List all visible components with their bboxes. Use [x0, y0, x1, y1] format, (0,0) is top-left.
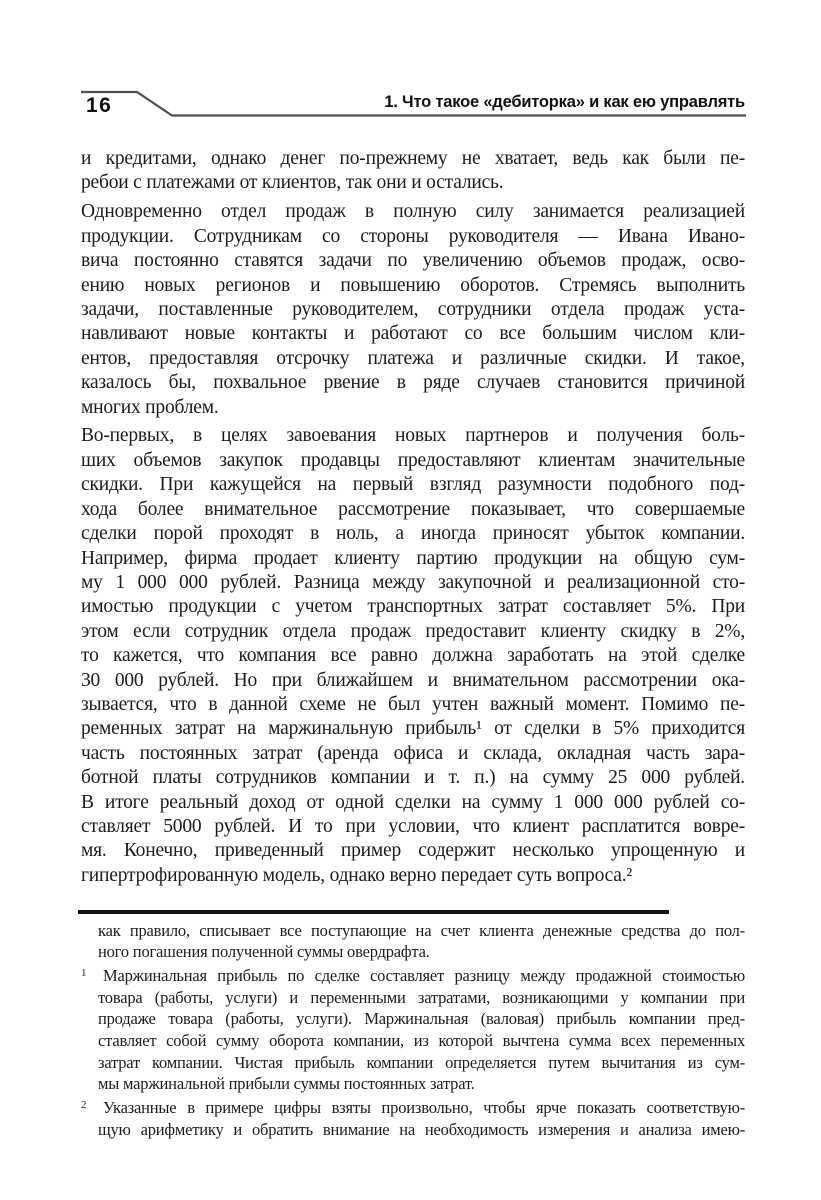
footnote-line: продаже товара (работы, услуги). Маржинальная (валовая) прибыль компании пред- — [98, 1009, 745, 1029]
text-line: навливают новые контакты и работают со все большим числом кли- — [81, 323, 745, 345]
text-line: ентов, предоставляя отсрочку платежа и различные скидки. И такое, — [81, 347, 745, 369]
footnote-line: Маржинальная прибыль по сделке составляет разницу между продажной стоимостью — [103, 965, 745, 985]
text-line: хода более внимательное рассмотрение показывает, что совершаемые — [81, 498, 745, 520]
text-line: этом если сотрудник отдела продаж предоставит клиенту скидку в 2%, — [81, 620, 745, 642]
paragraph — [81, 200, 745, 420]
text-line: 30 000 рублей. Но при ближайшем и внимательном рассмотрении ока- — [81, 669, 745, 691]
footnote-list — [81, 920, 745, 1141]
text-line: му 1 000 000 рублей. Разница между закупочной и реализационной сто- — [81, 571, 745, 593]
text-line: В итоге реальный доход от одной сделки на сумму 1 000 000 рублей со- — [81, 791, 745, 813]
text-line: гипертрофированную модель, однако верно передает суть вопроса.² — [81, 864, 633, 886]
footnote-marker: 2 — [81, 1099, 87, 1112]
text-line: то кажется, что компания все равно должна заработать на этой сделке — [81, 645, 745, 667]
text-line: ботной платы сотрудников компании и т. п.) на сумму 25 000 рублей. — [81, 767, 745, 789]
text-line: продукции. Сотрудникам со стороны руководителя — Ивана Ивано- — [81, 225, 745, 247]
footnote-line: как правило, списывает все поступающие на счет клиента денежные средства до пол- — [98, 920, 745, 940]
footnote-item — [81, 965, 745, 1095]
paragraph — [81, 424, 745, 888]
footnote-line: щую арифметику и обратить внимание на необходимость измерения и анализа имею- — [98, 1119, 745, 1139]
footnote-line: затрат компании. Чистая прибыль компании определяется путем вычитания из сум- — [98, 1052, 745, 1072]
text-line: Во-первых, в целях завоевания новых партнеров и получения боль- — [81, 425, 745, 447]
text-line: казалось бы, похвальное рвение в ряде случаев становится причиной — [81, 372, 745, 394]
footnote-separator — [78, 910, 669, 914]
text-line: вича постоянно ставятся задачи по увеличению объемов продаж, осво- — [81, 250, 745, 272]
page-number: 16 — [86, 94, 113, 117]
text-line: скидки. При кажущейся на первый взгляд разумности подобного под- — [81, 474, 745, 496]
footnote-line: товара (работы, услуги) и переменными затратами, возникающими у компании при — [98, 987, 745, 1007]
text-line: многих проблем. — [81, 396, 219, 418]
text-line: ших объемов закупок продавцы предоставляют клиентам значительные — [81, 449, 745, 471]
body-text — [81, 147, 745, 888]
text-line: сделки порой проходят в ноль, а иногда приносят убыток компании. — [81, 523, 745, 545]
text-line: ременных затрат на маржинальную прибыль¹ от сделки в 5% приходится — [81, 718, 745, 740]
text-line: задачи, поставленные руководителем, сотрудники отдела продаж уста- — [81, 298, 745, 320]
footnote-line: Указанные в примере цифры взяты произвольно, чтобы ярче показать соответствую- — [103, 1098, 745, 1118]
footnote-line: мы маржинальной прибыли суммы постоянных затрат. — [98, 1074, 475, 1094]
running-head: 1. Что такое «дебиторка» и как ею управлять — [384, 93, 745, 111]
text-line: имостью продукции с учетом транспортных затрат составляет 5%. При — [81, 596, 745, 618]
footnotes — [81, 910, 745, 1141]
footnote-item — [98, 920, 745, 963]
footnote-line: ставляет собой сумму оборота компании, из которой вычтена сумма всех переменных — [98, 1031, 745, 1051]
text-line: ению новых регионов и повышению оборотов. Стремясь выполнить — [81, 274, 745, 296]
footnote-line: ного погашения полученной суммы овердрафта. — [98, 942, 430, 962]
footnote-item — [81, 1097, 745, 1140]
text-line: ребои с платежами от клиентов, так они и остались. — [81, 172, 504, 194]
text-line: Например, фирма продает клиенту партию продукции на общую сум- — [81, 547, 745, 569]
text-line: зывается, что в данной схеме не был учтен важный момент. Помимо пе- — [81, 693, 745, 715]
text-line: Одновременно отдел продаж в полную силу занимается реализацией — [81, 201, 745, 223]
paragraph — [81, 147, 745, 196]
text-line: мя. Конечно, приведенный пример содержит несколько упрощенную и — [81, 840, 745, 862]
text-line: и кредитами, однако денег по-прежнему не хватает, ведь как были пе- — [81, 148, 745, 169]
text-line: часть постоянных затрат (аренда офиса и склада, окладная часть зара- — [81, 742, 745, 764]
text-line: ставляет 5000 рублей. И то при условии, что клиент расплатится вовре- — [81, 815, 745, 837]
footnote-marker: 1 — [81, 966, 87, 979]
